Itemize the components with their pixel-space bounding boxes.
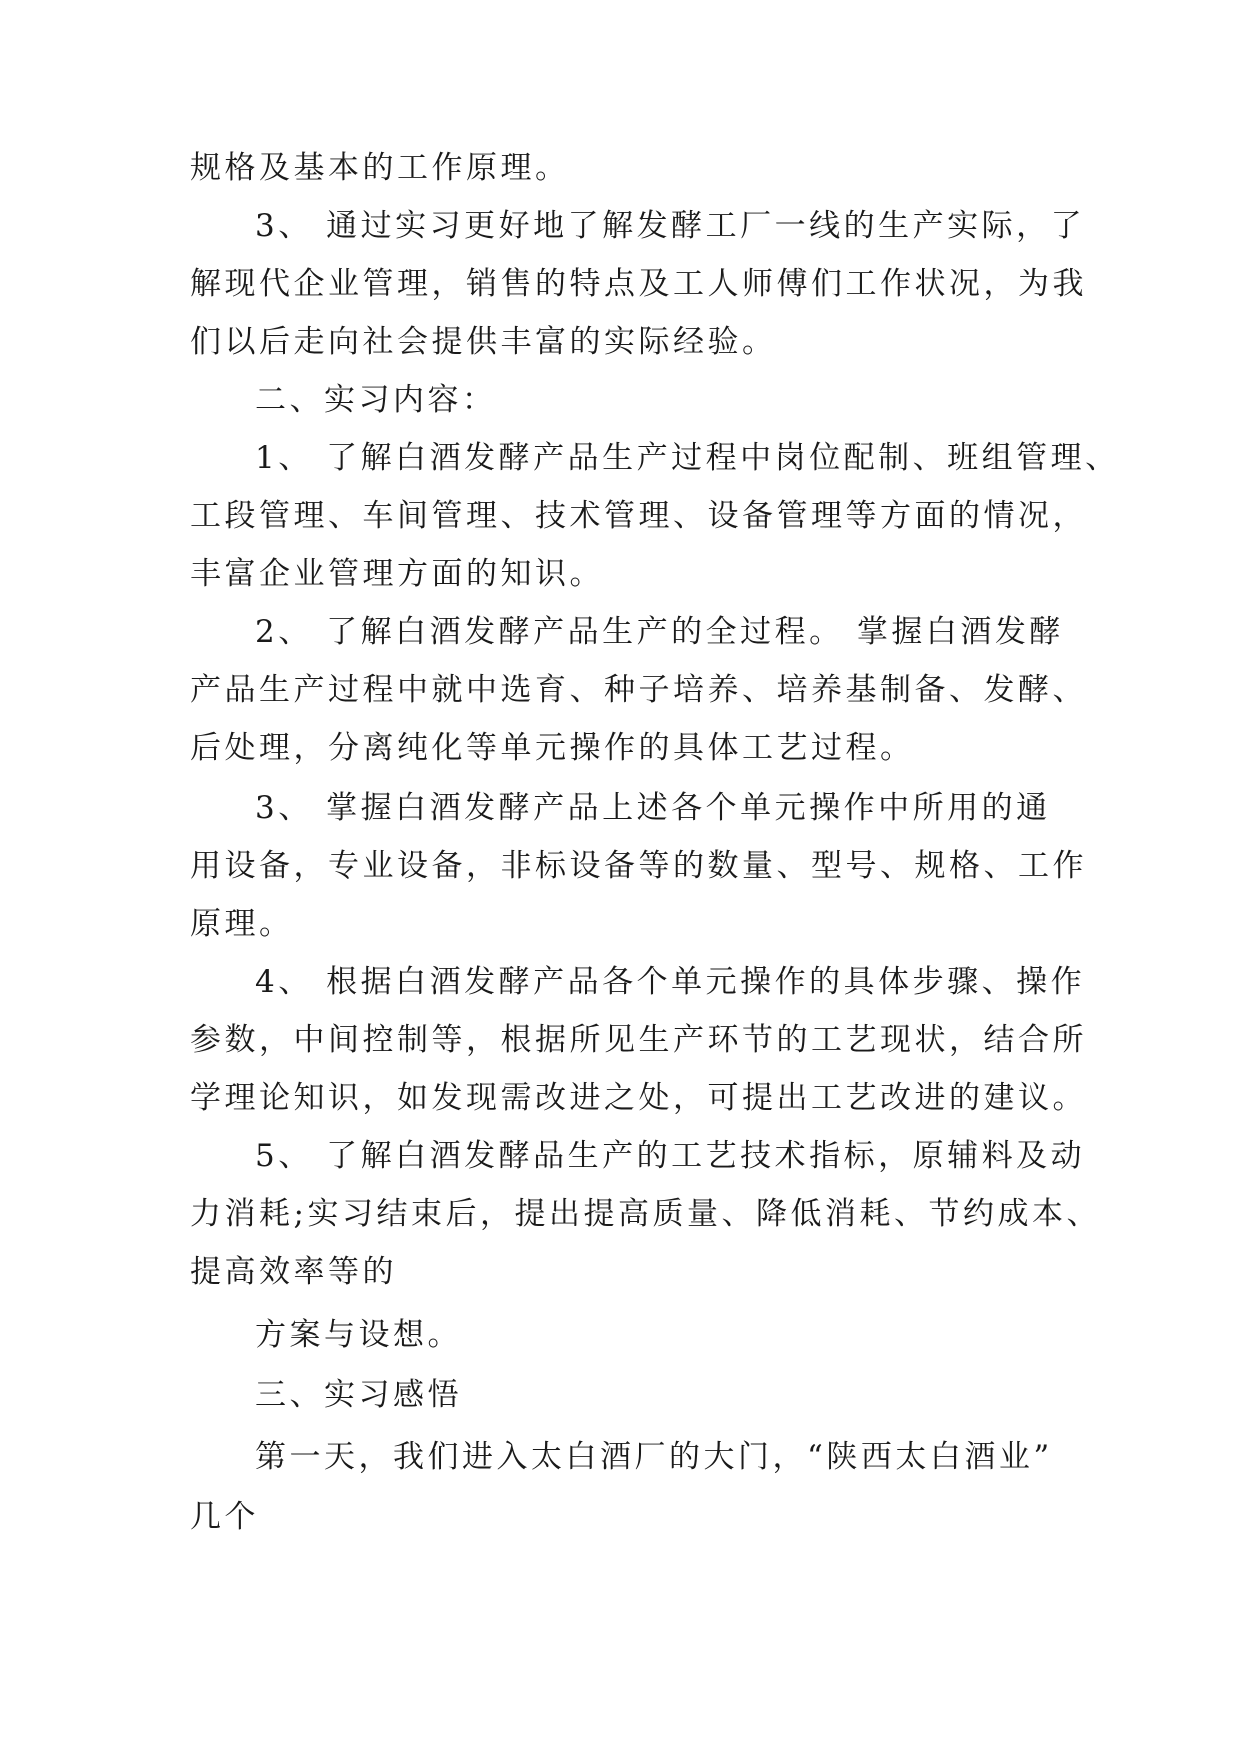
text-line: 3、 掌握白酒发酵产品上述各个单元操作中所用的通 xyxy=(255,790,1051,826)
text-line: 丰富企业管理方面的知识。 xyxy=(190,556,604,592)
text-line: 第一天，我们进入太白酒厂的大门，“陕西太白酒业” xyxy=(255,1439,1053,1475)
text-line: 3、 通过实习更好地了解发酵工厂一线的生产实际，了 xyxy=(255,208,1086,244)
text-line: 产品生产过程中就中选育、种子培养、培养基制备、发酵、 xyxy=(190,672,1087,708)
text-line: 4、 根据白酒发酵产品各个单元操作的具体步骤、操作 xyxy=(255,964,1086,1000)
text-line: 后处理，分离纯化等单元操作的具体工艺过程。 xyxy=(190,730,915,766)
text-line: 们以后走向社会提供丰富的实际经验。 xyxy=(190,324,777,360)
text-line: 提高效率等的 xyxy=(190,1254,397,1290)
text-line: 解现代企业管理，销售的特点及工人师傅们工作状况，为我 xyxy=(190,266,1087,302)
text-line: 学理论知识，如发现需改进之处，可提出工艺改进的建议。 xyxy=(190,1080,1087,1116)
text-line: 工段管理、车间管理、技术管理、设备管理等方面的情况， xyxy=(190,498,1087,534)
text-line: 方案与设想。 xyxy=(255,1317,462,1353)
text-line: 5、 了解白酒发酵品生产的工艺技术指标，原辅料及动 xyxy=(255,1138,1086,1174)
text-line: 用设备，专业设备，非标设备等的数量、型号、规格、工作 xyxy=(190,848,1087,884)
text-line: 参数，中间控制等，根据所见生产环节的工艺现状，结合所 xyxy=(190,1022,1087,1058)
text-line: 2、 了解白酒发酵产品生产的全过程。 掌握白酒发酵 xyxy=(255,614,1064,650)
text-line: 原理。 xyxy=(190,906,294,942)
text-line: 1、 了解白酒发酵产品生产过程中岗位配制、班组管理、 xyxy=(255,440,1120,476)
section-heading: 三、实习感悟 xyxy=(255,1377,462,1413)
text-line: 几个 xyxy=(190,1499,259,1535)
section-heading: 二、实习内容： xyxy=(255,382,497,418)
text-line: 规格及基本的工作原理。 xyxy=(190,150,570,186)
text-line: 力消耗;实习结束后，提出提高质量、降低消耗、节约成本、 xyxy=(190,1196,1101,1232)
